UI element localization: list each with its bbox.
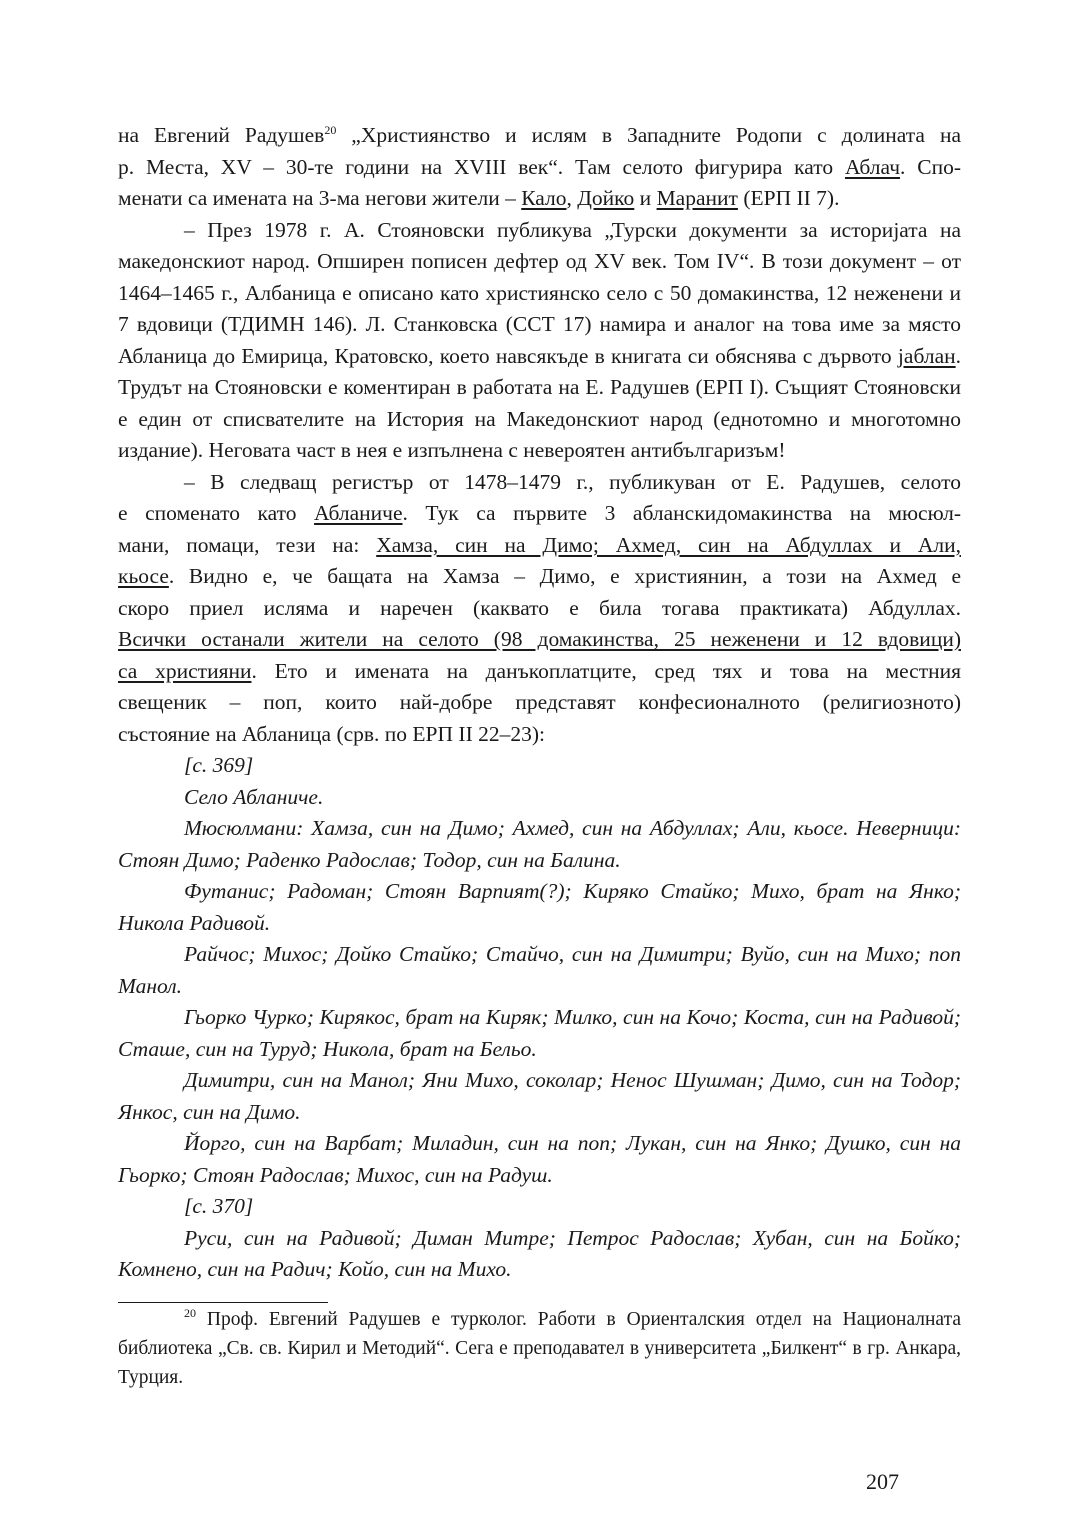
name-list: Йорго, син на Варбат; Миладин, син на поп; Лукан, син на Янко; Душко, син на Гьорко; Стоян Радослав; Михос, син на Радуш. [118, 1131, 961, 1187]
name-list: Димитри, син на Манол; Яни Михо, соколар; Ненос Шушман; Димо, син на Тодор; Янкос, син на Димо. [118, 1068, 961, 1124]
text-run: на Евгений Радушев [118, 123, 325, 147]
paragraph-2 [118, 215, 961, 467]
main-text [118, 120, 961, 1286]
text-run: състояние на Абланица (срв. по ЕРП II 22–23): [118, 721, 545, 746]
text-run: – През 1978 г. А. Стояновски публикува „Турски документи за историјата на македонскиот народ. Опширен пописен дефтер од XV век. Том IV“. В този документ – от 1464–1465 г., Албаница е описано като християнско село с 50 домакинства, 12 неженени и 7 вдовици (ТДИМН 146). Л. Станковска (ССТ 17) намира и аналог на това име за място Абланица до Емирица, Кратовско, което навсякъде в книгата си обяснява с дървото [118, 217, 961, 368]
text-line [118, 656, 961, 688]
text-run: – В следващ регистър от 1478–1479 г., публикуван от Е. Радушев, селото [184, 469, 961, 494]
text-run: е споменато като [118, 501, 315, 525]
text-line [118, 152, 961, 184]
text-line [118, 498, 961, 530]
underlined-text: Всички останали жители на селото (98 домакинства, 25 неженени и 12 вдовици) [118, 627, 961, 651]
underlined-text: Аблач [844, 154, 901, 179]
underlined-text: Кало [521, 186, 567, 210]
text-run: свещеник – поп, които най-добре представят конфесионалното (религиозното) [118, 690, 961, 714]
text-run: „Християнство и ислям в Западните Родопи с долината на [336, 123, 961, 147]
underlined-text: јаблан [897, 343, 956, 368]
name-list: Руси, син на Радивой; Диман Митре; Петрос Радослав; Хубан, син на Бойко; Комнено, син на Радич; Койо, син на Михо. [118, 1225, 961, 1281]
text-line [118, 719, 961, 751]
text-run: . Тук са първите 3 абланскидомакинства на мюсюл- [402, 501, 961, 525]
name-list: Гьорко Чурко; Кирякос, брат на Киряк; Милко, син на Кочо; Коста, син на Радивой; Сташе, син на Туруд; Никола, брат на Бельо. [118, 1005, 961, 1061]
name-list: Футанис; Радоман; Стоян Варпият(?); Киряко Стайко; Михо, брат на Янко; Никола Радивой. [118, 879, 961, 935]
page-reference: [с. 370] [184, 1194, 254, 1218]
text-run: р. Места, XV – 30-те години на XVIII век“. Там селото фигурира като [118, 154, 845, 179]
underlined-text: Абланиче [314, 501, 403, 525]
underlined-text: Маранит [656, 186, 738, 210]
text-run: скоро приел исляма и наречен (каквато е била тогава практиката) Абдуллах. [118, 595, 961, 620]
register-quote [118, 750, 961, 1286]
underlined-text: кьосе [118, 564, 169, 588]
text-run: менати са имената на 3-ма негови жители – [118, 186, 522, 210]
text-line [118, 593, 961, 625]
footnote-marker: 20 [184, 1306, 196, 1320]
name-list: Мюсюлмани: Хамза, син на Димо; Ахмед, син на Абдуллах; Али, кьосе. Неверници: Стоян Димо; Раденко Радослав; Тодор, син на Балина. [118, 816, 961, 872]
text-run: мани, помаци, тези на: [118, 532, 377, 557]
underlined-text: са християни [118, 658, 252, 683]
text-line [118, 530, 961, 562]
text-run: . Видно е, че бащата на Хамза – Димо, е християнин, а този на Ахмед е [168, 564, 961, 588]
name-list: Райчос; Михос; Дойко Стайко; Стайчо, син на Димитри; Вуйо, син на Михо; поп Манол. [118, 942, 961, 998]
footnote-text: Проф. Евгений Радушев е турколог. Работи в Ориенталския отдел на Националната библиотека „Св. св. Кирил и Методий“. Сега е преподавател в университета „Билкент“ в гр. Анкара, Турция. [118, 1309, 961, 1388]
text-run: . Ето и имената на данъкоплатците, сред тях и това на местния [251, 658, 961, 683]
paragraph-3 [118, 467, 961, 751]
text-run: и [634, 186, 657, 210]
footnote [118, 1305, 961, 1392]
footnote-reference: 20 [324, 123, 337, 137]
text-line [118, 183, 961, 215]
page-reference: [с. 369] [184, 753, 254, 777]
text-line [118, 120, 961, 152]
village-heading: Село Абланиче. [184, 784, 324, 809]
text-line [118, 687, 961, 719]
text-run: . Трудът на Стояновски е коментиран в работата на Е. Радушев (ЕРП I). Същият Стояновски е един от списвателите на История на Македонскиот народ (еднотомно и многотомно издание). Неговата част в нея е изпълнена с невероятен антибългаризъм! [118, 343, 961, 462]
text-line [118, 467, 961, 499]
underlined-text: Дойко [577, 186, 635, 210]
underlined-text: Хамза, син на Димо; Ахмед, син на Абдуллах и Али, [376, 532, 961, 557]
text-run: . Спо- [900, 154, 961, 179]
page-number: 207 [866, 1469, 899, 1494]
text-line [118, 624, 961, 656]
paragraph-1 [118, 120, 961, 215]
footnote-divider [118, 1302, 328, 1303]
text-run: (ЕРП II 7). [737, 186, 840, 210]
text-line [118, 561, 961, 593]
text-run: , [566, 186, 578, 210]
